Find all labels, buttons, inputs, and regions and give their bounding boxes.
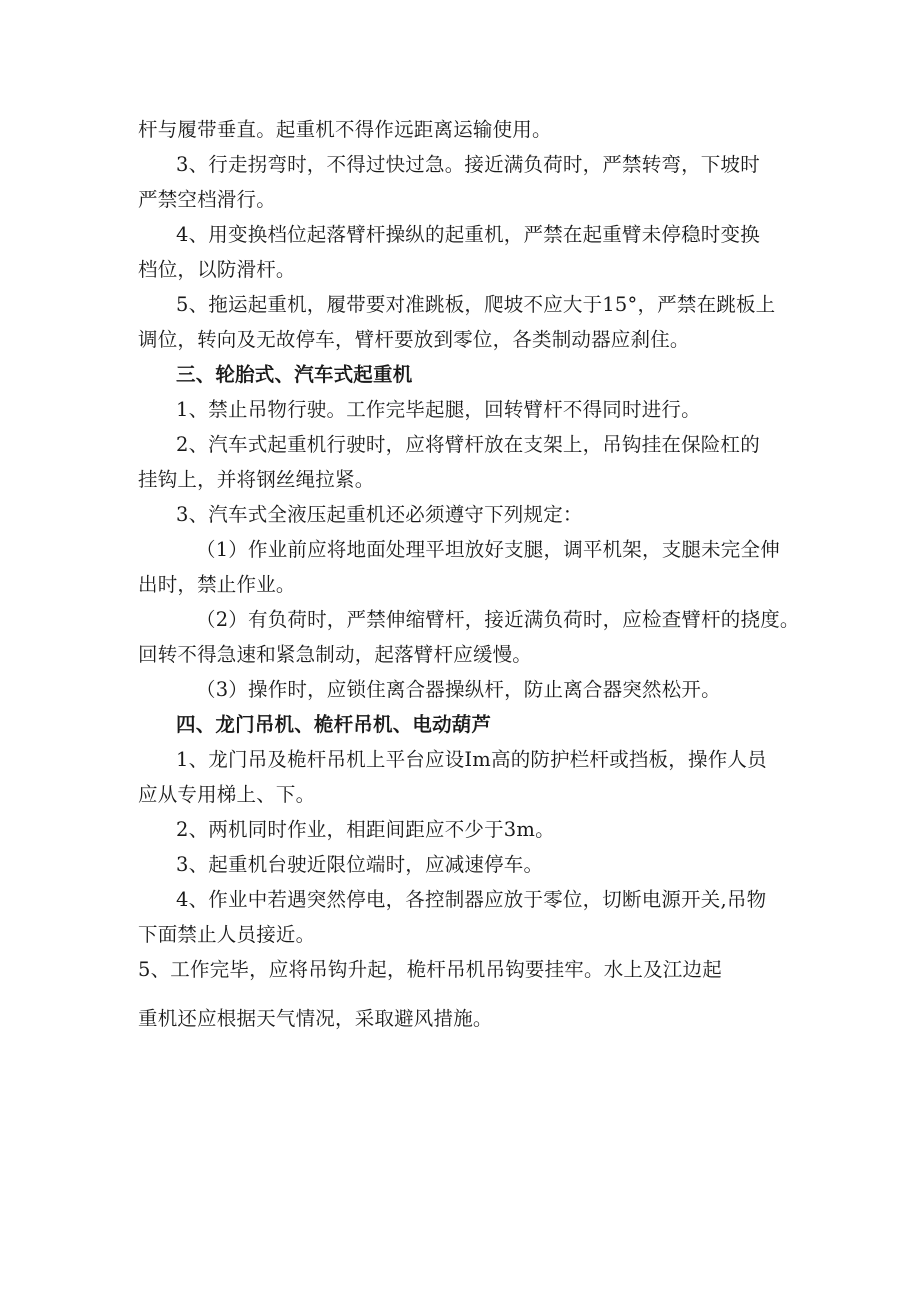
paragraph-line: 挂钩上，并将钢丝绳拉紧。 xyxy=(138,468,375,491)
paragraph-line: 3、起重机台驶近限位端时，应减速停车。 xyxy=(176,853,544,876)
paragraph-line: 档位，以防滑杆。 xyxy=(138,258,296,281)
paragraph-line: 出时，禁止作业。 xyxy=(138,573,296,596)
paragraph-line: （3）操作时，应锁住离合器操纵杆，防止离合器突然松开。 xyxy=(196,678,721,701)
paragraph-line: 4、作业中若遇突然停电，各控制器应放于零位，切断电源开关,吊物 xyxy=(176,888,767,911)
document-body xyxy=(138,112,800,1036)
paragraph-line: 回转不得急速和紧急制动，起落臂杆应缓慢。 xyxy=(138,643,533,666)
paragraph-line: 4、用变换档位起落臂杆操纵的起重机，严禁在起重臂未停稳时变换 xyxy=(176,223,760,246)
paragraph-line: 2、两机同时作业，相距间距应不少于3m。 xyxy=(176,818,555,841)
paragraph-line: 重机还应根据天气情况，采取避风措施。 xyxy=(138,1007,493,1030)
paragraph-line: 3、汽车式全液压起重机还必须遵守下列规定： xyxy=(176,503,583,526)
paragraph-line: （1）作业前应将地面处理平坦放好支腿，调平机架，支腿未完全伸 xyxy=(196,538,780,561)
paragraph-line: 1、龙门吊及桅杆吊机上平台应设Im高的防护栏杆或挡板，操作人员 xyxy=(176,748,767,771)
paragraph-line: 3、行走拐弯时，不得过快过急。接近满负荷时，严禁转弯，下坡时 xyxy=(176,153,760,176)
paragraph-line: 下面禁止人员接近。 xyxy=(138,923,316,946)
paragraph-line: 杆与履带垂直。起重机不得作远距离运输使用。 xyxy=(138,118,552,141)
paragraph-line: 严禁空档滑行。 xyxy=(138,188,276,211)
paragraph-line: 调位，转向及无故停车，臂杆要放到零位，各类制动器应刹住。 xyxy=(138,328,690,351)
paragraph-line: 应从专用梯上、下。 xyxy=(138,783,316,806)
section-heading: 三、轮胎式、汽车式起重机 xyxy=(176,363,413,386)
paragraph-line: 1、禁止吊物行驶。工作完毕起腿，回转臂杆不得同时进行。 xyxy=(176,398,701,421)
section-heading: 四、龙门吊机、桅杆吊机、电动葫芦 xyxy=(176,713,492,736)
paragraph-line: （2）有负荷时，严禁伸缩臂杆，接近满负荷时，应检查臂杆的挠度。 xyxy=(196,608,800,631)
paragraph-line: 5、工作完毕，应将吊钩升起，桅杆吊机吊钩要挂牢。水上及江边起 xyxy=(138,958,722,981)
paragraph-line: 5、拖运起重机，履带要对准跳板，爬坡不应大于15°，严禁在跳板上 xyxy=(176,293,776,316)
paragraph-line: 2、汽车式起重机行驶时，应将臂杆放在支架上，吊钩挂在保险杠的 xyxy=(176,433,760,456)
